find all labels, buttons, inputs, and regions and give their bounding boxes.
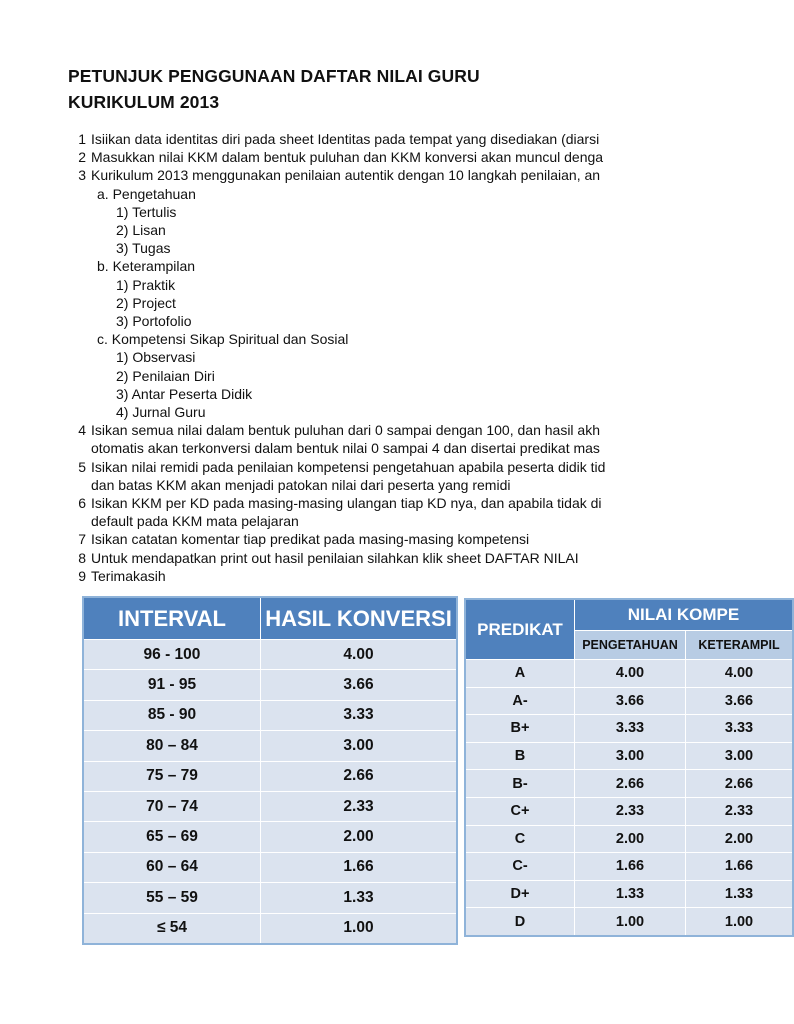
interval-cell: 55 – 59 [83, 883, 261, 913]
predikat-header: PREDIKAT [465, 599, 575, 660]
conversion-cell: 2.66 [261, 761, 458, 791]
keterampilan-cell: 1.00 [686, 908, 794, 936]
pengetahuan-header: PENGETAHUAN [575, 631, 686, 660]
instruction-text: default pada KKM mata pelajaran [91, 513, 299, 530]
table-row [465, 770, 793, 798]
pengetahuan-cell: 1.33 [575, 880, 686, 908]
instruction-number: 8 [78, 549, 86, 566]
predicate-table-wrapper [464, 598, 780, 946]
interval-cell: 85 - 90 [83, 700, 261, 730]
instruction-subitem: 1) Observasi [116, 349, 196, 366]
interval-cell: 65 – 69 [83, 822, 261, 852]
keterampilan-cell: 3.33 [686, 715, 794, 743]
keterampilan-cell: 1.33 [686, 880, 794, 908]
interval-cell: 80 – 84 [83, 731, 261, 761]
keterampilan-cell: 3.00 [686, 742, 794, 770]
instruction-text: otomatis akan terkonversi dalam bentuk nilai 0 sampai 4 dan disertai predikat mas [91, 440, 600, 457]
pengetahuan-cell: 4.00 [575, 660, 686, 688]
instruction-list [0, 130, 768, 590]
pengetahuan-cell: 1.66 [575, 853, 686, 881]
predikat-cell: D [465, 908, 575, 936]
table-row [465, 825, 793, 853]
pengetahuan-cell: 2.66 [575, 770, 686, 798]
instruction-subitem: 3) Antar Peserta Didik [116, 385, 253, 402]
interval-cell: 91 - 95 [83, 670, 261, 700]
instruction-subitem: 3) Tugas [116, 240, 171, 257]
keterampilan-cell: 2.66 [686, 770, 794, 798]
table-row [465, 908, 793, 936]
predicate-table [464, 598, 794, 937]
instruction-number: 5 [78, 458, 86, 475]
interval-cell: ≤ 54 [83, 913, 261, 944]
interval-cell: 75 – 79 [83, 761, 261, 791]
instruction-text: Kurikulum 2013 menggunakan penilaian autentik dengan 10 langkah penilaian, an [91, 167, 601, 184]
page-title: PETUNJUK PENGGUNAAN DAFTAR NILAI GURU [68, 66, 480, 86]
pengetahuan-cell: 3.66 [575, 687, 686, 715]
interval-cell: 60 – 64 [83, 852, 261, 882]
predikat-cell: C- [465, 853, 575, 881]
predikat-cell: B+ [465, 715, 575, 743]
table-row [465, 660, 793, 688]
table-row [83, 640, 457, 670]
table-row [465, 880, 793, 908]
instruction-subitem: 1) Praktik [116, 276, 176, 293]
pengetahuan-cell: 3.33 [575, 715, 686, 743]
predikat-cell: C [465, 825, 575, 853]
instruction-number: 9 [78, 567, 86, 584]
keterampilan-header: KETERAMPIL [686, 631, 794, 660]
instruction-number: 2 [78, 149, 86, 166]
instruction-text: Isikan nilai remidi pada penilaian kompetensi pengetahuan apabila peserta didik tid [91, 458, 606, 475]
table-row [83, 700, 457, 730]
instruction-number: 6 [78, 495, 86, 511]
instruction-number: 4 [78, 422, 86, 439]
table-row [83, 913, 457, 944]
keterampilan-cell: 2.00 [686, 825, 794, 853]
table-row [83, 670, 457, 700]
instruction-number: 7 [78, 531, 86, 548]
instruction-number: 1 [78, 131, 86, 147]
table-row [465, 687, 793, 715]
predikat-cell: D+ [465, 880, 575, 908]
instruction-subitem: 2) Project [116, 294, 176, 311]
pengetahuan-cell: 3.00 [575, 742, 686, 770]
table-row [465, 742, 793, 770]
instruction-text: Isiikan data identitas diri pada sheet Identitas pada tempat yang disediakan (diarsi [91, 131, 600, 147]
table-row [83, 731, 457, 761]
instruction-text: Untuk mendapatkan print out hasil penilaian silahkan klik sheet DAFTAR NILAI [91, 549, 579, 566]
table-row [465, 715, 793, 743]
keterampilan-cell: 3.66 [686, 687, 794, 715]
instruction-text: Masukkan nilai KKM dalam bentuk puluhan dan KKM konversi akan muncul denga [91, 149, 604, 166]
instruction-subitem: 2) Penilaian Diri [116, 367, 215, 384]
conversion-cell: 2.00 [261, 822, 458, 852]
instruction-subitem: a. Pengetahuan [97, 185, 196, 202]
table-row [83, 822, 457, 852]
instruction-number: 3 [78, 167, 86, 184]
predikat-cell: B [465, 742, 575, 770]
instruction-text: Isikan KKM per KD pada masing-masing ulangan tiap KD nya, dan apabila tidak di [91, 495, 602, 511]
conversion-cell: 1.66 [261, 852, 458, 882]
instruction-subitem: c. Kompetensi Sikap Spiritual dan Sosial [97, 331, 349, 348]
table-row [465, 797, 793, 825]
table-row [83, 791, 457, 821]
keterampilan-cell: 4.00 [686, 660, 794, 688]
instruction-subitem: b. Keterampilan [97, 258, 196, 275]
instruction-text: Terimakasih [91, 567, 166, 584]
instruction-subitem: 1) Tertulis [116, 203, 177, 220]
conversion-cell: 2.33 [261, 791, 458, 821]
interval-header: INTERVAL [83, 597, 261, 640]
conversion-cell: 3.66 [261, 670, 458, 700]
conversion-cell: 4.00 [261, 640, 458, 670]
pengetahuan-cell: 2.00 [575, 825, 686, 853]
conversion-cell: 3.33 [261, 700, 458, 730]
table-row [83, 883, 457, 913]
instruction-text: Isikan catatan komentar tiap predikat pada masing-masing kompetensi [91, 531, 530, 548]
table-row [83, 761, 457, 791]
keterampilan-cell: 1.66 [686, 853, 794, 881]
predikat-cell: C+ [465, 797, 575, 825]
instruction-subitem: 4) Jurnal Guru [116, 404, 206, 420]
interval-cell: 96 - 100 [83, 640, 261, 670]
instruction-subitem: 3) Portofolio [116, 313, 192, 329]
predikat-cell: A [465, 660, 575, 688]
page-subtitle: KURIKULUM 2013 [68, 92, 220, 112]
keterampilan-cell: 2.33 [686, 797, 794, 825]
instruction-text: dan batas KKM akan menjadi patokan nilai dari peserta yang remidi [91, 476, 511, 493]
conversion-cell: 1.00 [261, 913, 458, 944]
conversion-table [82, 596, 458, 945]
pengetahuan-cell: 2.33 [575, 797, 686, 825]
nilai-kompetensi-header: NILAI KOMPE [575, 599, 794, 631]
conversion-cell: 1.33 [261, 883, 458, 913]
predikat-cell: B- [465, 770, 575, 798]
table-row [465, 853, 793, 881]
conversion-cell: 3.00 [261, 731, 458, 761]
instruction-text: Isikan semua nilai dalam bentuk puluhan dari 0 sampai dengan 100, dan hasil akh [91, 422, 601, 439]
instruction-subitem: 2) Lisan [116, 222, 166, 238]
table-row [83, 852, 457, 882]
predikat-cell: A- [465, 687, 575, 715]
conversion-header: HASIL KONVERSI [261, 597, 458, 640]
pengetahuan-cell: 1.00 [575, 908, 686, 936]
interval-cell: 70 – 74 [83, 791, 261, 821]
